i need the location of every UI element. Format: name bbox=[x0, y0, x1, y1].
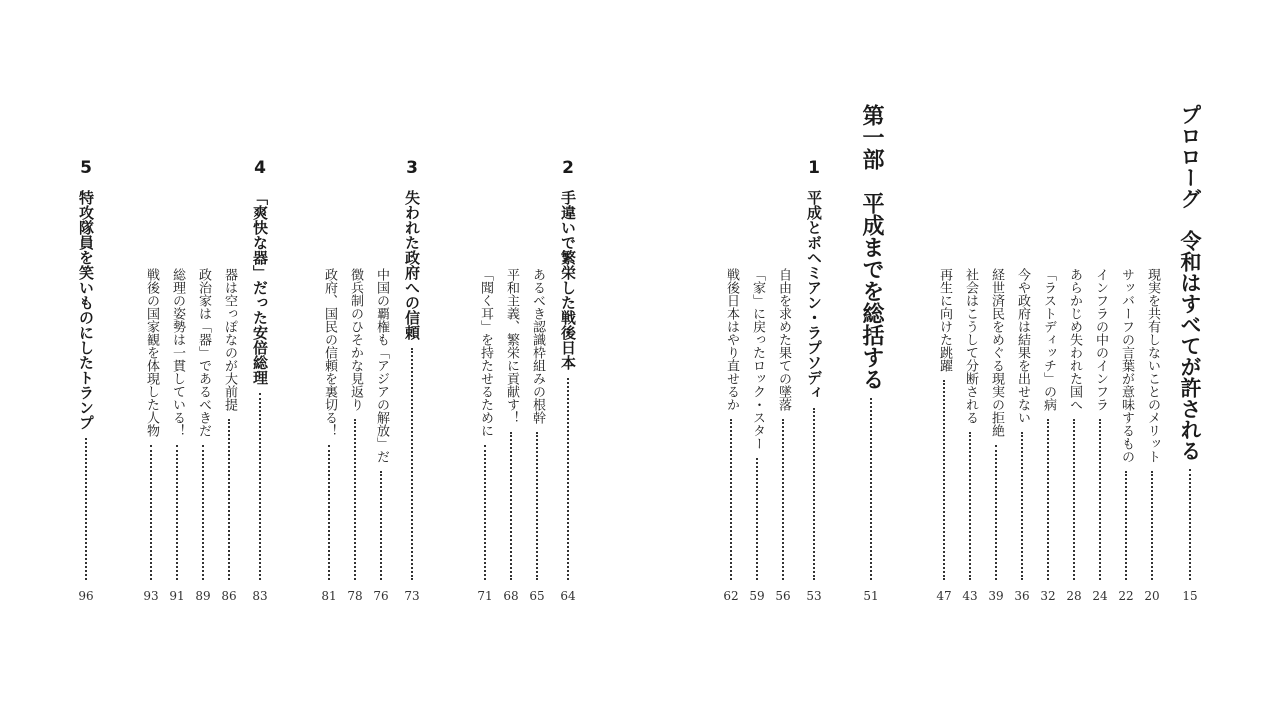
leader-dots bbox=[1099, 419, 1101, 580]
page-number: 71 bbox=[477, 589, 493, 603]
leader-dots bbox=[1073, 419, 1075, 580]
section-title: インフラの中のインフラ bbox=[1093, 268, 1108, 411]
section-title: サッバーフの言葉が意味するもの bbox=[1119, 268, 1134, 463]
leader-dots bbox=[484, 445, 486, 580]
section-title: 経世済民をめぐる現実の拒絶 bbox=[989, 268, 1004, 437]
chapter-title: 手違いで繁栄した戦後日本 bbox=[559, 190, 577, 370]
page-number: 78 bbox=[347, 589, 363, 603]
leader-dots bbox=[259, 393, 261, 580]
page-number: 51 bbox=[863, 589, 879, 603]
section-title: 今や政府は結果を出せない bbox=[1015, 268, 1030, 424]
page-number: 68 bbox=[503, 589, 519, 603]
section-title: 再生に向けた跳躍 bbox=[937, 268, 952, 372]
leader-dots bbox=[85, 438, 87, 580]
page-number: 24 bbox=[1092, 589, 1108, 603]
section-title: あるべき認識枠組みの根幹 bbox=[530, 268, 545, 424]
leader-dots bbox=[943, 380, 945, 580]
page-number: 91 bbox=[169, 589, 185, 603]
page-number: 65 bbox=[529, 589, 545, 603]
toc-entry-part bbox=[856, 0, 886, 704]
chapter-title: 平成とボヘミアン・ラプソディ bbox=[805, 190, 823, 400]
section-title: 器は空っぽなのが大前提 bbox=[222, 268, 237, 411]
leader-dots bbox=[176, 445, 178, 580]
section-title: 戦後日本はやり直せるか bbox=[724, 268, 739, 411]
toc-entry-prologue bbox=[1175, 0, 1205, 704]
section-title: 現実を共有しないことのメリット bbox=[1145, 268, 1160, 463]
chapter-number: 2 bbox=[562, 158, 574, 178]
section-title: 徴兵制のひそかな見返り bbox=[348, 268, 363, 411]
leader-dots bbox=[782, 419, 784, 580]
section-title: 平和主義、繁栄に貢献す！ bbox=[504, 268, 519, 424]
page-number: 32 bbox=[1040, 589, 1056, 603]
leader-dots bbox=[995, 445, 997, 580]
page-number: 83 bbox=[252, 589, 268, 603]
page-number: 39 bbox=[988, 589, 1004, 603]
leader-dots bbox=[1021, 432, 1023, 580]
leader-dots bbox=[1189, 469, 1191, 580]
section-title: 政府、国民の信頼を裏切る！ bbox=[322, 268, 337, 437]
leader-dots bbox=[536, 432, 538, 580]
page-number: 96 bbox=[78, 589, 94, 603]
leader-dots bbox=[380, 471, 382, 580]
page-number: 53 bbox=[806, 589, 822, 603]
page-number: 76 bbox=[373, 589, 389, 603]
leader-dots bbox=[1047, 419, 1049, 580]
page-number: 81 bbox=[321, 589, 337, 603]
page-number: 56 bbox=[775, 589, 791, 603]
leader-dots bbox=[870, 398, 872, 580]
chapter-title: 特攻隊員を笑いものにしたトランプ bbox=[77, 190, 95, 430]
section-title: あらかじめ失われた国へ bbox=[1067, 268, 1082, 411]
page-number: 28 bbox=[1066, 589, 1082, 603]
leader-dots bbox=[756, 458, 758, 580]
leader-dots bbox=[354, 419, 356, 580]
leader-dots bbox=[813, 408, 815, 580]
toc-entry-chapter bbox=[71, 0, 101, 704]
chapter-number: 1 bbox=[808, 158, 820, 178]
page-number: 73 bbox=[404, 589, 420, 603]
toc-entry-section bbox=[929, 0, 959, 704]
page-number: 20 bbox=[1144, 589, 1160, 603]
leader-dots bbox=[510, 432, 512, 580]
page-number: 86 bbox=[221, 589, 237, 603]
leader-dots bbox=[730, 419, 732, 580]
chapter-number: 3 bbox=[406, 158, 418, 178]
leader-dots bbox=[411, 348, 413, 580]
leader-dots bbox=[328, 445, 330, 580]
page-number: 62 bbox=[723, 589, 739, 603]
toc-entry-section bbox=[470, 0, 500, 704]
page-number: 47 bbox=[936, 589, 952, 603]
page-number: 64 bbox=[560, 589, 576, 603]
page-number: 22 bbox=[1118, 589, 1134, 603]
section-title: 総理の姿勢は一貫している！ bbox=[170, 268, 185, 437]
toc-entry-section bbox=[716, 0, 746, 704]
chapter-title: 失われた政府への信頼 bbox=[403, 190, 421, 340]
chapter-number: 4 bbox=[254, 158, 266, 178]
page-number: 43 bbox=[962, 589, 978, 603]
toc-entry-section bbox=[314, 0, 344, 704]
chapter-title: 「爽快な器」だった安倍総理 bbox=[251, 190, 269, 385]
section-title: 「家」に戻ったロック・スター bbox=[750, 268, 765, 450]
leader-dots bbox=[1125, 471, 1127, 580]
page-number: 15 bbox=[1182, 589, 1198, 603]
leader-dots bbox=[1151, 471, 1153, 580]
page-number: 93 bbox=[143, 589, 159, 603]
chapter-number: 5 bbox=[80, 158, 92, 178]
leader-dots bbox=[202, 445, 204, 580]
section-title: 中国の覇権も「アジアの解放」だ bbox=[374, 268, 389, 463]
section-title: 自由を求めた果ての墜落 bbox=[776, 268, 791, 411]
part-title: 第一部 平成までを総括する bbox=[859, 104, 884, 390]
page-number: 59 bbox=[749, 589, 765, 603]
page-number: 36 bbox=[1014, 589, 1030, 603]
section-title: 戦後の国家観を体現した人物 bbox=[144, 268, 159, 437]
section-title: 社会はこうして分断される bbox=[963, 268, 978, 424]
leader-dots bbox=[969, 432, 971, 580]
leader-dots bbox=[567, 378, 569, 580]
section-title: 政治家は「器」であるべきだ bbox=[196, 268, 211, 437]
leader-dots bbox=[228, 419, 230, 580]
toc-entry-section bbox=[136, 0, 166, 704]
prologue-title: プロローグ 令和はすべてが許される bbox=[1178, 104, 1202, 461]
page-number: 89 bbox=[195, 589, 211, 603]
leader-dots bbox=[150, 445, 152, 580]
section-title: 「聞く耳」を持たせるために bbox=[478, 268, 493, 437]
section-title: 「ラストディッチ」の病 bbox=[1041, 268, 1056, 411]
